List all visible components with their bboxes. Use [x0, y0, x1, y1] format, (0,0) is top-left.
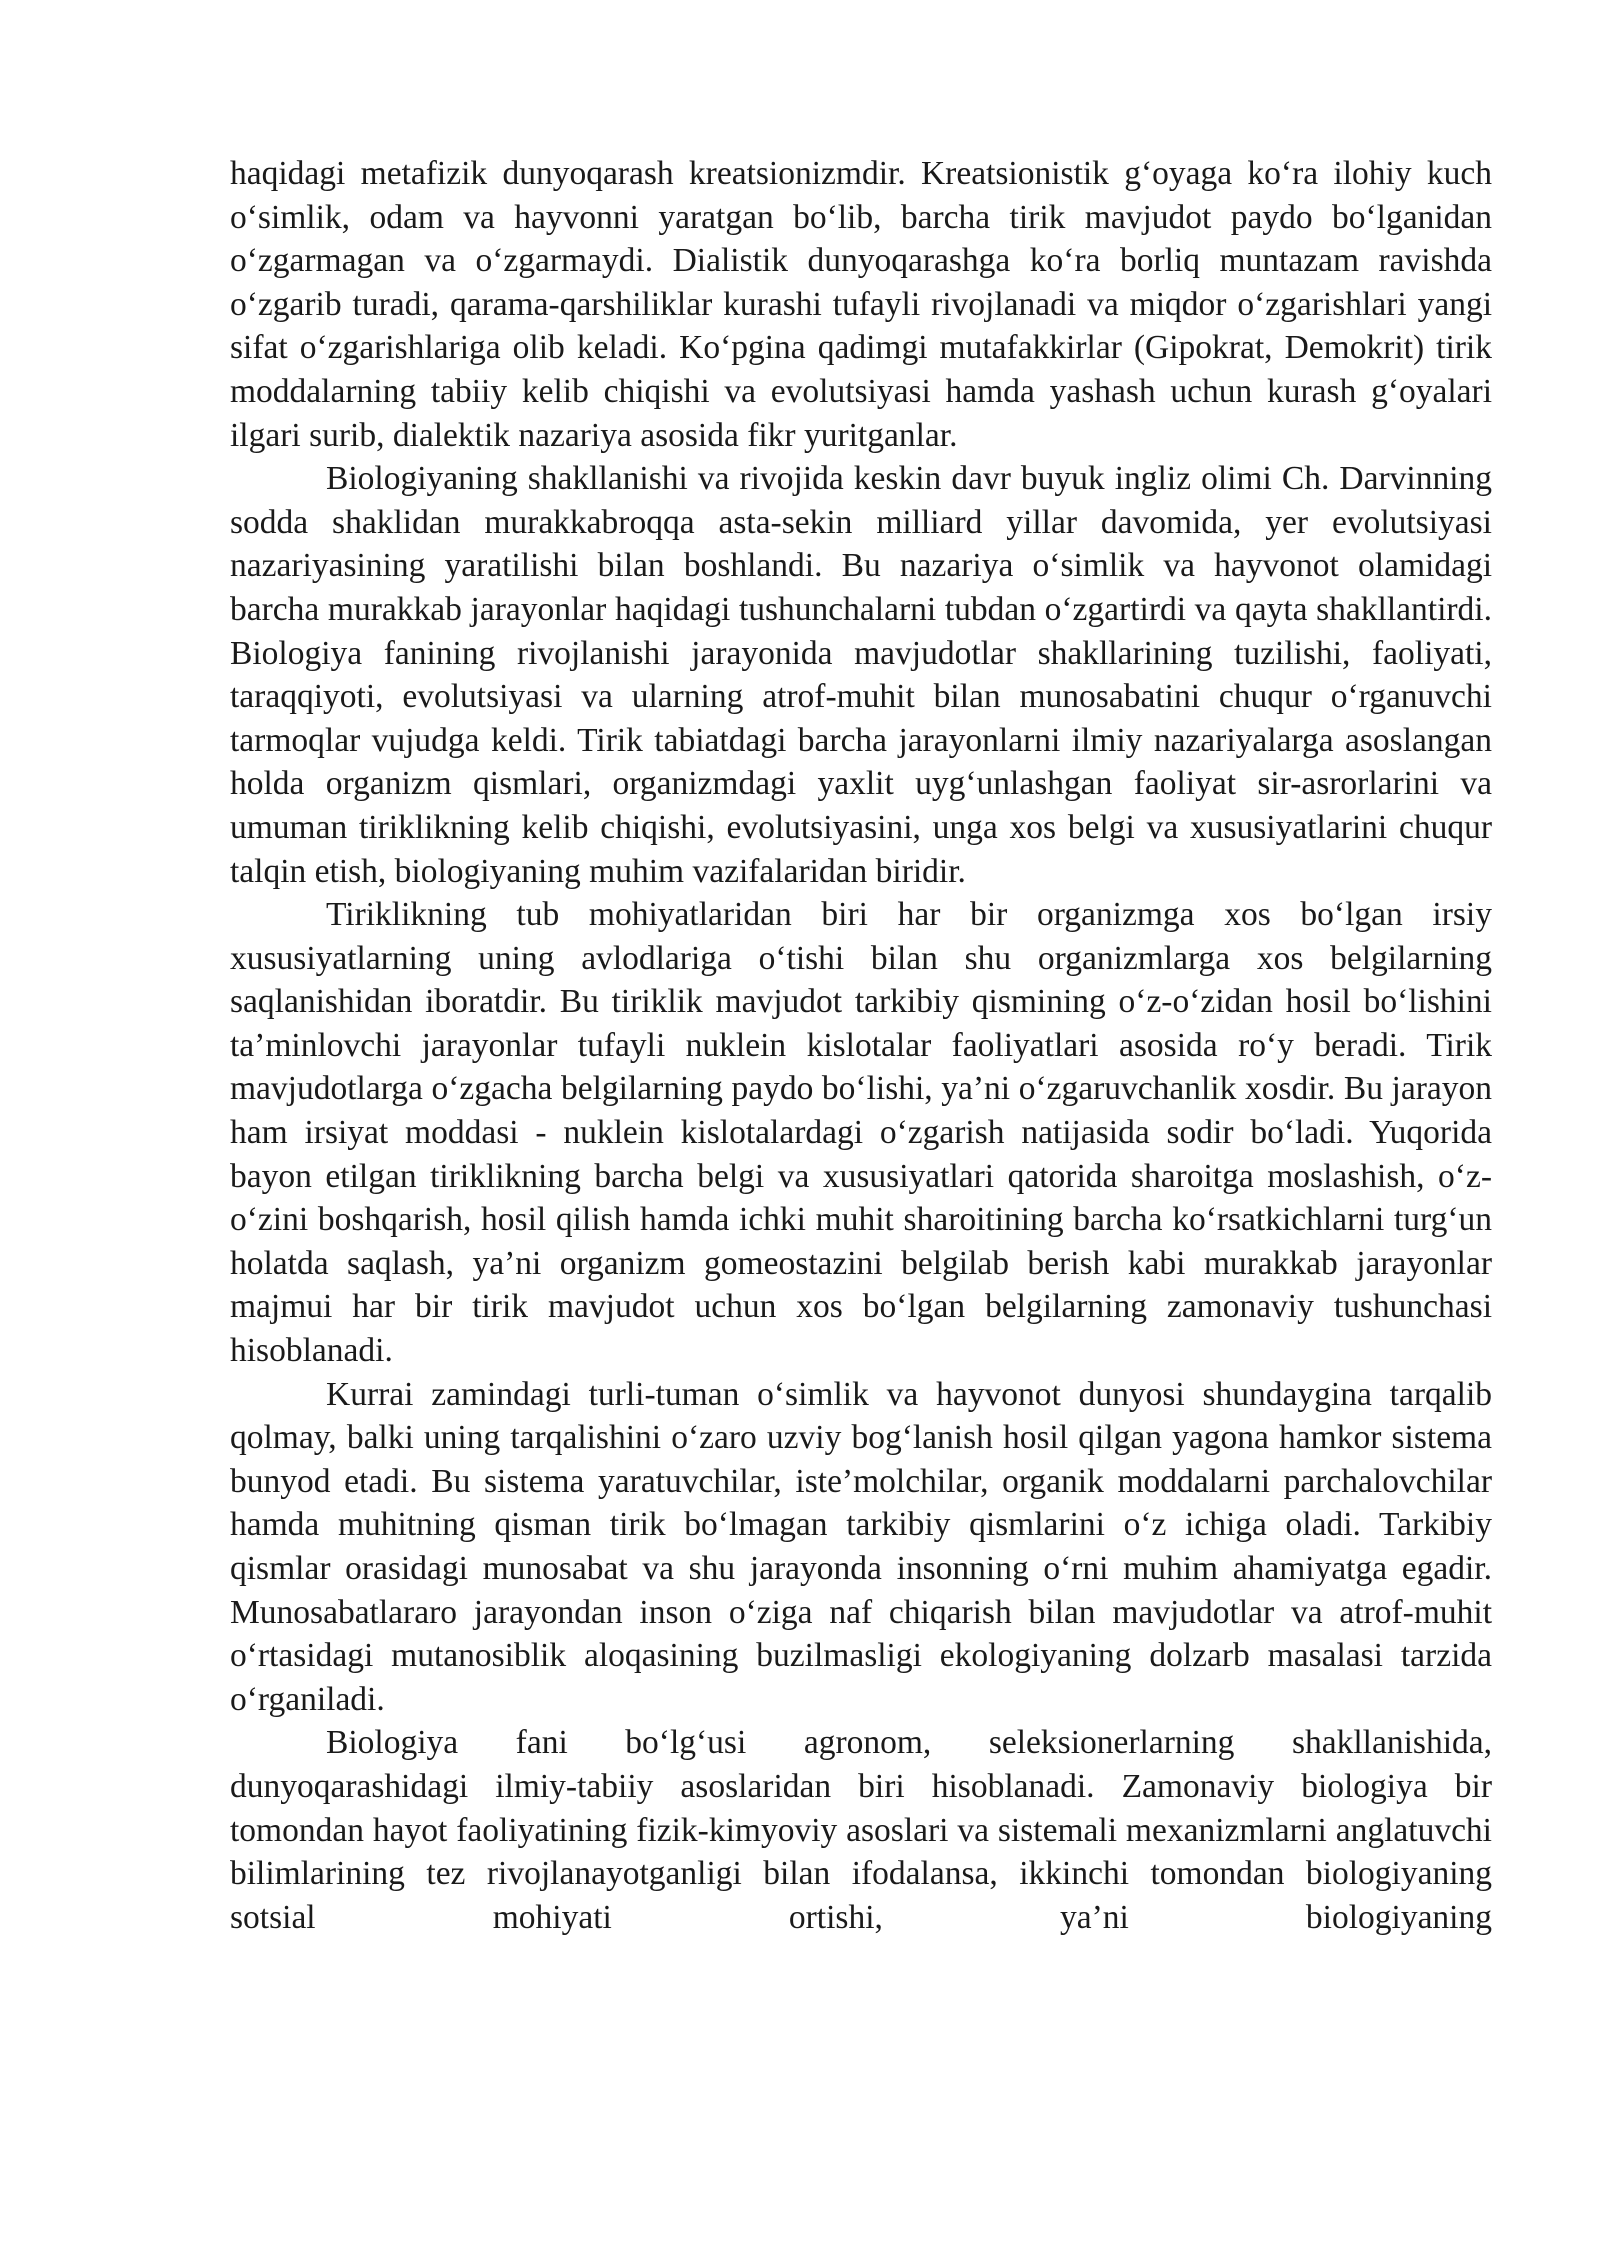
- paragraph-4: Kurrai zamindagi turli-tuman o‘simlik va hayvonot dunyosi shundaygina tarqalib qolmay, balki uning tarqalishini o‘zaro uzviy bog‘lanish hosil qilgan yagona hamkor sistema bunyod etadi. Bu sistema yaratuvchilar, iste’molchilar, organik moddalarni parchalovchilar hamda muhitning qisman tirik bo‘lmagan tarkibiy qismlarini o‘z ichiga oladi. Tarkibiy qismlar orasidagi munosabat va shu jarayonda insonning o‘rni muhim ahamiyatga egadir. Munosabatlararo jarayondan inson o‘ziga naf chiqarish bilan mavjudotlar va atrof-muhit o‘rtasidagi mutanosiblik aloqasining buzilmasligi ekologiyaning dolzarb masalasi tarzida o‘rganiladi.: [230, 1375, 1492, 1718]
- paragraph-5: Biologiya fani bo‘lg‘usi agronom, seleksionerlarning shakllanishida, dunyoqarashidagi ilmiy-tabiiy asoslaridan biri hisoblanadi. Zamonaviy biologiya bir tomondan hayot faoliyatining fizik-kimyoviy asoslari va sistemali mexanizmlarni anglatuvchi bilimlarining tez rivojlanayotganligi bilan ifodalansa, ikkinchi tomondan biologiyaning sotsial mohiyati ortishi, ya’ni biologiyaning: [230, 1724, 1492, 1936]
- paragraph-1: haqidagi metafizik dunyoqarash kreatsionizmdir. Kreatsionistik g‘oyaga ko‘ra ilohiy kuch o‘simlik, odam va hayvonni yaratgan bo‘lib, barcha tirik mavjudot paydo bo‘lganidan o‘zgarmagan va o‘zgarmaydi. Dialistik dunyoqarashga ko‘ra borliq muntazam ravishda o‘zgarib turadi, qarama-qarshiliklar kurashi tufayli rivojlanadi va miqdor o‘zgarishlari yangi sifat o‘zgarishlariga olib keladi. Ko‘pgina qadimgi mutafakkirlar (Gipokrat, Demokrit) tirik moddalarning tabiiy kelib chiqishi va evolutsiyasi hamda yashash uchun kurash g‘oyalari ilgari surib, dialektik nazariya asosida fikr yuritganlar.: [230, 155, 1492, 454]
- paragraph-2: Biologiyaning shakllanishi va rivojida keskin davr buyuk ingliz olimi Ch. Darvinning sodda shaklidan murakkabroqqa asta-sekin milliard yillar davomida, yer evolutsiyasi nazariyasining yaratilishi bilan boshlandi. Bu nazariya o‘simlik va hayvonot olamidagi barcha murakkab jarayonlar haqidagi tushunchalarni tubdan o‘zgartirdi va qayta shakllantirdi. Biologiya fanining rivojlanishi jarayonida mavjudotlar shakllarining tuzilishi, faoliyati, taraqqiyoti, evolutsiyasi va ularning atrof-muhit bilan munosabatini chuqur o‘rganuvchi tarmoqlar vujudga keldi. Tirik tabiatdagi barcha jarayonlarni ilmiy nazariyalarga asoslangan holda organizm qismlari, organizmdagi yaxlit uyg‘unlashgan faoliyat sir-asrorlarini va umuman tiriklikning kelib chiqishi, evolutsiyasini, unga xos belgi va xususiyatlarini chuqur talqin etish, biologiyaning muhim vazifalaridan biridir.: [230, 460, 1492, 890]
- document-page: [230, 152, 1492, 1939]
- paragraph-3: Tiriklikning tub mohiyatlaridan biri har bir organizmga xos bo‘lgan irsiy xususiyatlarning uning avlodlariga o‘tishi bilan shu organizmlarga xos belgilarning saqlanishidan iboratdir. Bu tiriklik mavjudot tarkibiy qismining o‘z-o‘zidan hosil bo‘lishini ta’minlovchi jarayonlar tufayli nuklein kislotalar faoliyatlari asosida ro‘y beradi. Tirik mavjudotlarga o‘zgacha belgilarning paydo bo‘lishi, ya’ni o‘zgaruvchanlik xosdir. Bu jarayon ham irsiyat moddasi - nuklein kislotalardagi o‘zgarish natijasida sodir bo‘ladi. Yuqorida bayon etilgan tiriklikning barcha belgi va xususiyatlari qatorida sharoitga moslashish, o‘z-o‘zini boshqarish, hosil qilish hamda ichki muhit sharoitining barcha ko‘rsatkichlarni turg‘un holatda saqlash, ya’ni organizm gomeostazini belgilab berish kabi murakkab jarayonlar majmui har bir tirik mavjudot uchun xos bo‘lgan belgilarning zamonaviy tushunchasi hisoblanadi.: [230, 896, 1492, 1370]
